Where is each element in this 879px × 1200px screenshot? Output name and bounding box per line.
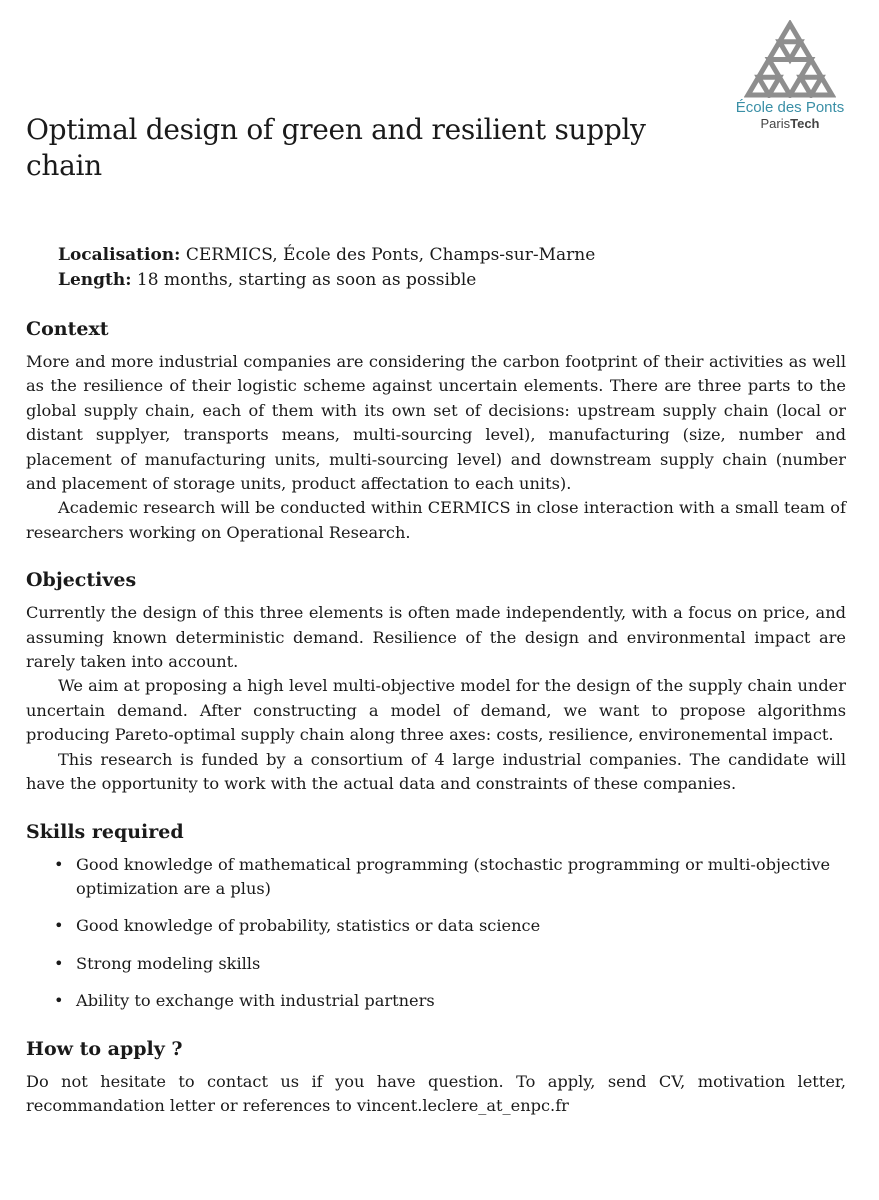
context-heading: Context <box>26 318 109 340</box>
school-logo <box>730 20 850 150</box>
list-item <box>26 914 846 938</box>
apply-heading: How to apply ? <box>26 1037 183 1060</box>
logo-school-name: École des Ponts <box>735 99 845 116</box>
bullet-icon: • <box>54 953 64 973</box>
logo-subtitle <box>730 116 850 131</box>
skill-text: Good knowledge of mathematical programming (stochastic programming or multi-objective optimization are a plus) <box>76 854 831 898</box>
apply-paragraph: Do not hesitate to contact us if you have question. To apply, send CV, motivation letter, recommandation letter or references to vincent.leclere_at_enpc.fr <box>26 1071 846 1115</box>
list-item <box>26 989 846 1013</box>
skill-text: Good knowledge of probability, statistics or data science <box>76 916 541 936</box>
localisation-line <box>58 243 838 268</box>
length-label: Length: <box>58 269 132 290</box>
objectives-paragraph-2: We aim at proposing a high level multi-objective model for the design of the supply chain under uncertain demand. After constructing a model of demand, we want to propose algorithms producing Pareto-optimal supply chain along three axes: costs, resilience, environemental impact. <box>26 676 846 745</box>
bullet-icon: • <box>54 991 64 1011</box>
skill-text: Strong modeling skills <box>76 953 261 973</box>
skill-text: Ability to exchange with industrial partners <box>76 991 435 1011</box>
document-content <box>26 316 846 1140</box>
objectives-paragraph-3: This research is funded by a consortium of 4 large industrial companies. The candidate will have the opportunity to work with the actual data and constraints of these companies. <box>26 749 846 794</box>
skills-heading: Skills required <box>26 820 184 843</box>
localisation-value: CERMICS, École des Ponts, Champs-sur-Marne <box>185 245 596 265</box>
logo-sub-bold: Tech <box>790 116 820 131</box>
skills-section <box>26 819 846 1014</box>
page-title: Optimal design of green and resilient supply chain <box>26 113 646 182</box>
objectives-section <box>26 567 846 796</box>
context-paragraph-1: More and more industrial companies are considering the carbon footprint of their activities as well as the resilience of their logistic scheme against uncertain elements. There are three parts to the global supply chain, each of them with its own set of decisions: upstream supply chain (local or distant supplyer, transports means, multi-sourcing level), manufacturing (size, number and placement of manufacturing units, multi-sourcing level) and downstream supply chain (number and placement of storage units, product affectation to each units). <box>26 352 846 494</box>
apply-section <box>26 1036 846 1119</box>
triangle-logo-icon <box>744 20 836 98</box>
list-item <box>26 952 846 976</box>
objectives-paragraph-1: Currently the design of this three elements is often made independently, with a focus on price, and assuming known deterministic demand. Resilience of the design and environmental impact are rarely taken into account. <box>26 603 846 672</box>
context-section <box>26 316 846 545</box>
context-paragraph-2: Academic research will be conducted within CERMICS in close interaction with a small team of researchers working on Operational Research. <box>26 498 846 542</box>
meta-block <box>58 243 838 292</box>
list-item <box>26 853 846 902</box>
bullet-icon: • <box>54 916 64 936</box>
logo-sub-normal: Paris <box>760 116 791 131</box>
length-value: 18 months, starting as soon as possible <box>136 269 477 290</box>
skills-list <box>26 853 846 1014</box>
objectives-heading: Objectives <box>26 569 137 592</box>
length-line <box>58 268 838 293</box>
localisation-label: Localisation: <box>58 245 181 265</box>
bullet-icon: • <box>54 854 64 874</box>
